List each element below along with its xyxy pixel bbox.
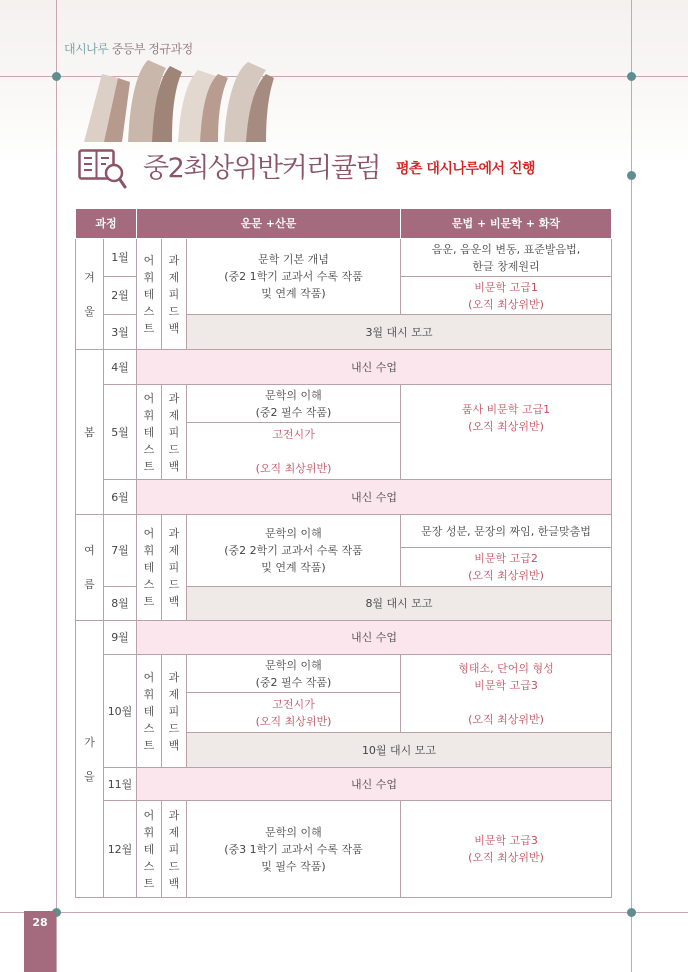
corner-dot <box>627 72 636 81</box>
header-grammar: 문법 + 비문학 + 화작 <box>401 209 612 239</box>
month-7: 7월 <box>104 515 137 587</box>
month-6: 6월 <box>104 480 137 515</box>
vocab-test-may: 어 휘 테 스 트 <box>137 385 162 480</box>
jun-school-exam: 내신 수업 <box>137 480 612 515</box>
oct-classic-poetry: 고전시가 (오직 최상위반) <box>187 693 401 733</box>
apr-school-exam: 내신 수업 <box>137 350 612 385</box>
month-12: 12월 <box>104 801 137 898</box>
header-course: 과정 <box>76 209 137 239</box>
month-9: 9월 <box>104 621 137 655</box>
right-rule <box>631 0 632 972</box>
dec-literature: 문학의 이해 (중3 1학기 교과서 수록 작품 및 필수 작품) <box>187 801 401 898</box>
month-2: 2월 <box>104 277 137 315</box>
brand-left: 대시나루 <box>64 42 109 56</box>
aug-mock-exam: 8월 대시 모고 <box>187 587 612 621</box>
season-fall: 가 을 <box>76 621 104 898</box>
oct-mock-exam: 10월 대시 모고 <box>187 733 612 768</box>
feedback-dec: 과 제 피 드 백 <box>162 801 187 898</box>
feedback-may: 과 제 피 드 백 <box>162 385 187 480</box>
header-literature: 운문 +산문 <box>137 209 401 239</box>
vocab-test-dec: 어 휘 테 스 트 <box>137 801 162 898</box>
oct-literature: 문학의 이해 (중2 필수 작품) <box>187 655 401 693</box>
left-rule <box>56 0 57 972</box>
month-10: 10월 <box>104 655 137 768</box>
bottom-rule <box>0 912 688 913</box>
may-grammar: 품사 비문학 고급1 (오직 최상위반) <box>401 385 612 480</box>
table-left-border <box>75 239 76 898</box>
book-search-icon <box>78 147 128 191</box>
corner-dot <box>627 171 636 180</box>
jan-grammar: 음운, 음운의 변동, 표준발음법, 한글 창제원리 <box>401 239 612 277</box>
jul-literature: 문학의 이해 (중2 2학기 교과서 수록 작품 및 연계 작품) <box>187 515 401 587</box>
feedback-jul: 과 제 피 드 백 <box>162 515 187 621</box>
brand-right: 중등부 정규과정 <box>111 42 193 56</box>
page-number: 28 <box>32 916 48 929</box>
may-literature: 문학의 이해 (중2 필수 작품) <box>187 385 401 423</box>
dec-grammar: 비문학 고급3 (오직 최상위반) <box>401 801 612 898</box>
may-classic-poetry: 고전시가 (오직 최상위반) <box>187 423 401 480</box>
jul-grammar-advanced: 비문학 고급2 (오직 최상위반) <box>401 548 612 587</box>
month-3: 3월 <box>104 315 137 350</box>
corner-dot <box>627 908 636 917</box>
month-8: 8월 <box>104 587 137 621</box>
month-4: 4월 <box>104 350 137 385</box>
books-illustration <box>78 52 278 144</box>
season-summer: 여 름 <box>76 515 104 621</box>
vocab-test-oct: 어 휘 테 스 트 <box>137 655 162 768</box>
feedback-jan: 과 제 피 드 백 <box>162 239 187 350</box>
jan-literature: 문학 기본 개념 (중2 1학기 교과서 수록 작품 및 연계 작품) <box>187 239 401 315</box>
vocab-test-jan: 어 휘 테 스 트 <box>137 239 162 350</box>
corner-dot <box>52 72 61 81</box>
month-1: 1월 <box>104 239 137 277</box>
jul-grammar: 문장 성분, 문장의 짜임, 한글맞춤법 <box>401 515 612 548</box>
month-11: 11월 <box>104 768 137 801</box>
month-5: 5월 <box>104 385 137 480</box>
nov-school-exam: 내신 수업 <box>137 768 612 801</box>
feb-grammar: 비문학 고급1 (오직 최상위반) <box>401 277 612 315</box>
mar-mock-exam: 3월 대시 모고 <box>187 315 612 350</box>
sep-school-exam: 내신 수업 <box>137 621 612 655</box>
page-subtitle: 평촌 대시나루에서 진행 <box>396 161 535 177</box>
season-spring: 봄 <box>76 350 104 515</box>
vocab-test-jul: 어 휘 테 스 트 <box>137 515 162 621</box>
page-title: 중2최상위반커리큘럼 <box>143 153 380 184</box>
season-winter: 겨 울 <box>76 239 104 350</box>
feedback-oct: 과 제 피 드 백 <box>162 655 187 768</box>
oct-grammar: 형태소, 단어의 형성 비문학 고급3 (오직 최상위반) <box>401 655 612 733</box>
